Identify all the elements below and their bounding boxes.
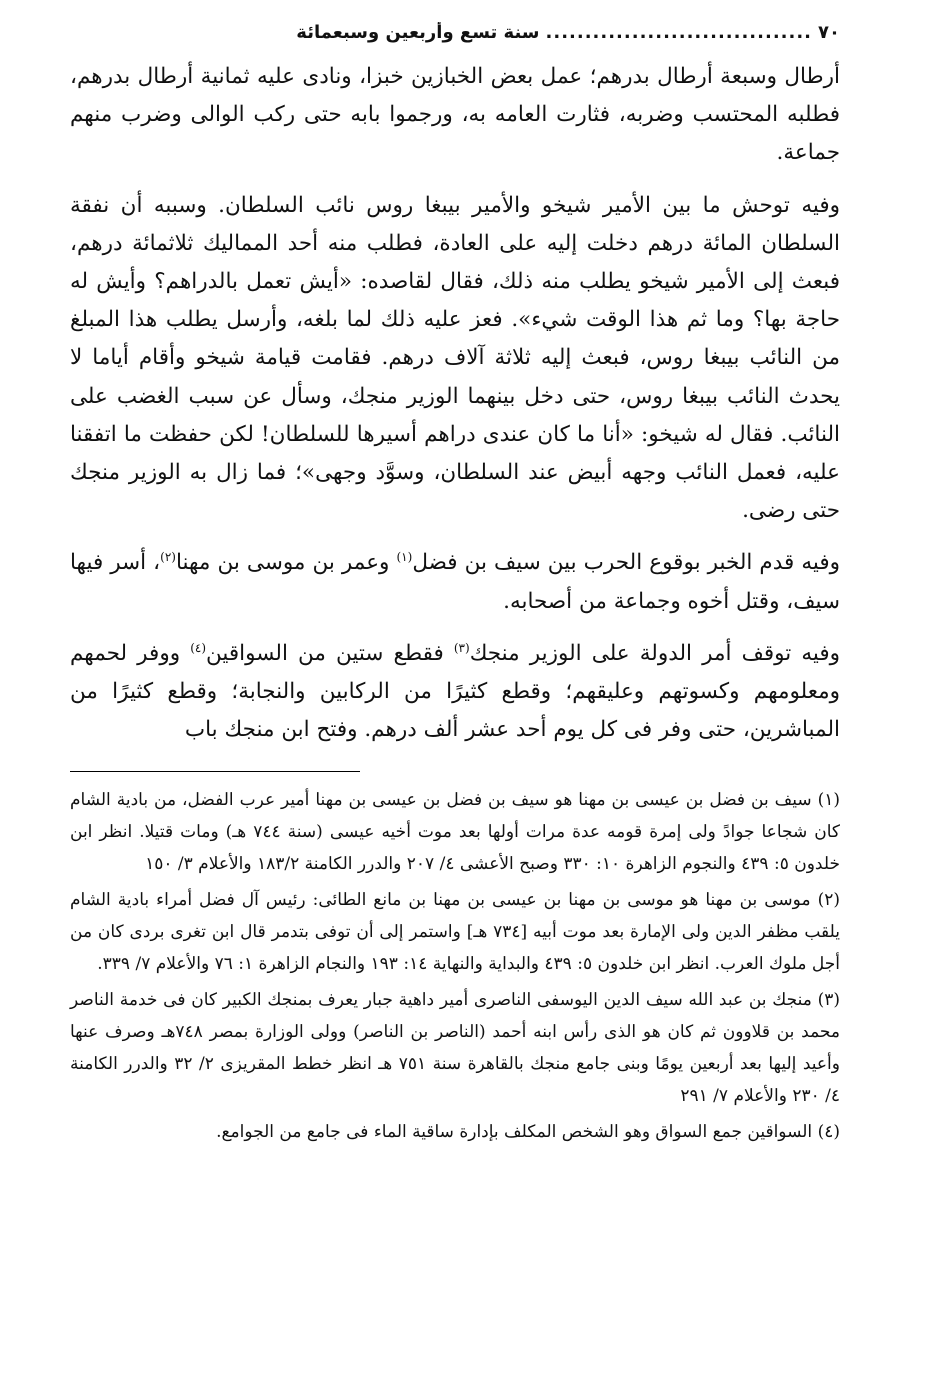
footnote-ref[interactable]: (٣) [453, 640, 470, 655]
footnote [70, 984, 840, 1112]
paragraph [70, 544, 840, 620]
paragraph [70, 635, 840, 750]
footnote-text: موسى بن مهنا هو موسى بن مهنا بن عيسى بن مهنا بن مانع الطائى: رئيس آل فضل أمراء بادية الشام يلقب مظفر الدين ولى الإمارة بعد موت أبيه [٧٣٤ هـ] واستمر إلى أن توفى بتدمر قال ابن تغرى بردى كان من أجل ملوك العرب. انظر ابن خلدون ٥: ٤٣٩ والبداية والنهاية ١٤: ١٩٣ والنجام الزاهرة ١: ٧٦ والأعلام ٧/ ٣٣٩. [70, 890, 840, 975]
paragraph-text: وفيه قدم الخبر بوقوع الحرب بين سيف بن فضل [412, 550, 841, 576]
footnote-separator [70, 771, 360, 772]
book-page [70, 22, 840, 1362]
footnote-ref[interactable]: (٤) [190, 640, 207, 655]
footnote [70, 784, 840, 880]
footnote-ref[interactable]: (٢) [160, 550, 176, 565]
paragraph-text: فقطع ستين من السواقين [206, 640, 454, 666]
paragraph-text: وعمر بن موسى بن مهنا [175, 550, 397, 576]
footnote-ref[interactable]: (١) [396, 550, 413, 565]
footnote [70, 1116, 840, 1148]
footnote [70, 884, 840, 980]
footnote-number: (١) [817, 790, 840, 811]
paragraph-text: ، أسر فيها سيف، وقتل أخوه وجماعة من أصحابه. [70, 550, 840, 614]
main-text [70, 58, 840, 749]
footnote-number: (٣) [817, 990, 840, 1011]
footnotes [70, 784, 840, 1148]
paragraph: وفيه توحش ما بين الأمير شيخو والأمير بيبغا روس نائب السلطان. وسببه أن نفقة السلطان المائة درهم دخلت إليه على العادة، فطلب منه أحد المماليك ثلاثمائة درهم، فبعث إلى الأمير شيخو يطلب منه ذلك، فقال لقاصده: «أيش تعمل بالدراهم؟ وأيش له حاجة بها؟ وما ثم هذا الوقت شيء». فعز عليه ذلك لما بلغه، وأرسل يطلب هذا المبلغ من النائب بيبغا روس، فبعث إليه ثلاثة آلاف درهم. فقامت قيامة شيخو وأقام أياما لا يحدث النائب بيبغا روس، حتى دخل بينهما الوزير منجك، وسأل عن سبب الغضب على النائب. فقال له شيخو: «أنا ما كان عندى دراهم أسيرها للسلطان! لكن حفظت ما اتفقنا عليه، فعمل النائب وجهه أبيض عند السلطان، وسوَّد وجهى»؛ فما زال به الوزير منجك حتى رضى. [70, 192, 841, 524]
paragraph-text: ووفر لحمهم ومعلومهم وكسوتهم وعليقهم؛ وقطع كثيرًا من الركابين والنجابة؛ وقطع كثيرًا من المباشرين، حتى وفر فى كل يوم أحد عشر ألف درهم. وفتح ابن منجك باب [70, 640, 840, 743]
footnote-number: (٢) [817, 890, 840, 911]
footnote-text: السواقين جمع السواق وهو الشخص المكلف بإدارة ساقية الماء فى جامع من الجوامع. [216, 1122, 813, 1143]
page-number: ٧٠ [818, 22, 840, 43]
paragraph-text: وفيه توقف أمر الدولة على الوزير منجك [469, 640, 840, 666]
page-header [70, 22, 840, 52]
footnote-text: منجك بن عبد الله سيف الدين اليوسفى الناصرى أمير داهية جبار يعرف بمنجك الكبير كان فى خدمة الناصر محمد بن قلاوون ثم كان هو الذى رأس ابنه أحمد (الناصر بن الناصر) وولى الوزارة بمصر ٧٤٨هـ وصرف عنها وأعيد إليها بعد أربعين يومًا وبنى جامع منجك بالقاهرة سنة ٧٥١ هـ انظر خطط المقريزى ٢/ ٣٢ والدرر الكامنة ٤/ ٢٣٠ والأعلام ٧/ ٢٩١ [70, 990, 840, 1107]
paragraph: أرطال وسبعة أرطال بدرهم؛ عمل بعض الخبازين خبزا، ونادى عليه ثمانية أرطال بدرهم، فطلبه المحتسب وضربه، فثارت العامه به، ورجموا بابه حتى ركب الوالى وضرب منهم جماعة. [70, 64, 840, 166]
header-dots: .................................. [545, 22, 813, 43]
running-title: سنة تسع وأربعين وسبعمائة [296, 22, 540, 43]
footnote-text: سيف بن فضل بن عيسى بن مهنا هو سيف بن فضل بن عيسى بن مهنا أمير عرب الفضل، من بادية الشام كان شجاعا جوادً ولى إمرة قومه عدة مرات أولها بعد موت أخيه عيسى (سنة ٧٤٤ هـ) ومات قتيلا. انظر ابن خلدون ٥: ٤٣٩ والنجوم الزاهرة ١٠: ٣٣٠ وصبح الأعشى ٤/ ٢٠٧ والدرر الكامنة ١٨٣/٢ والأعلام ٣/ ١٥٠ [70, 790, 840, 875]
footnote-number: (٤) [817, 1122, 840, 1143]
